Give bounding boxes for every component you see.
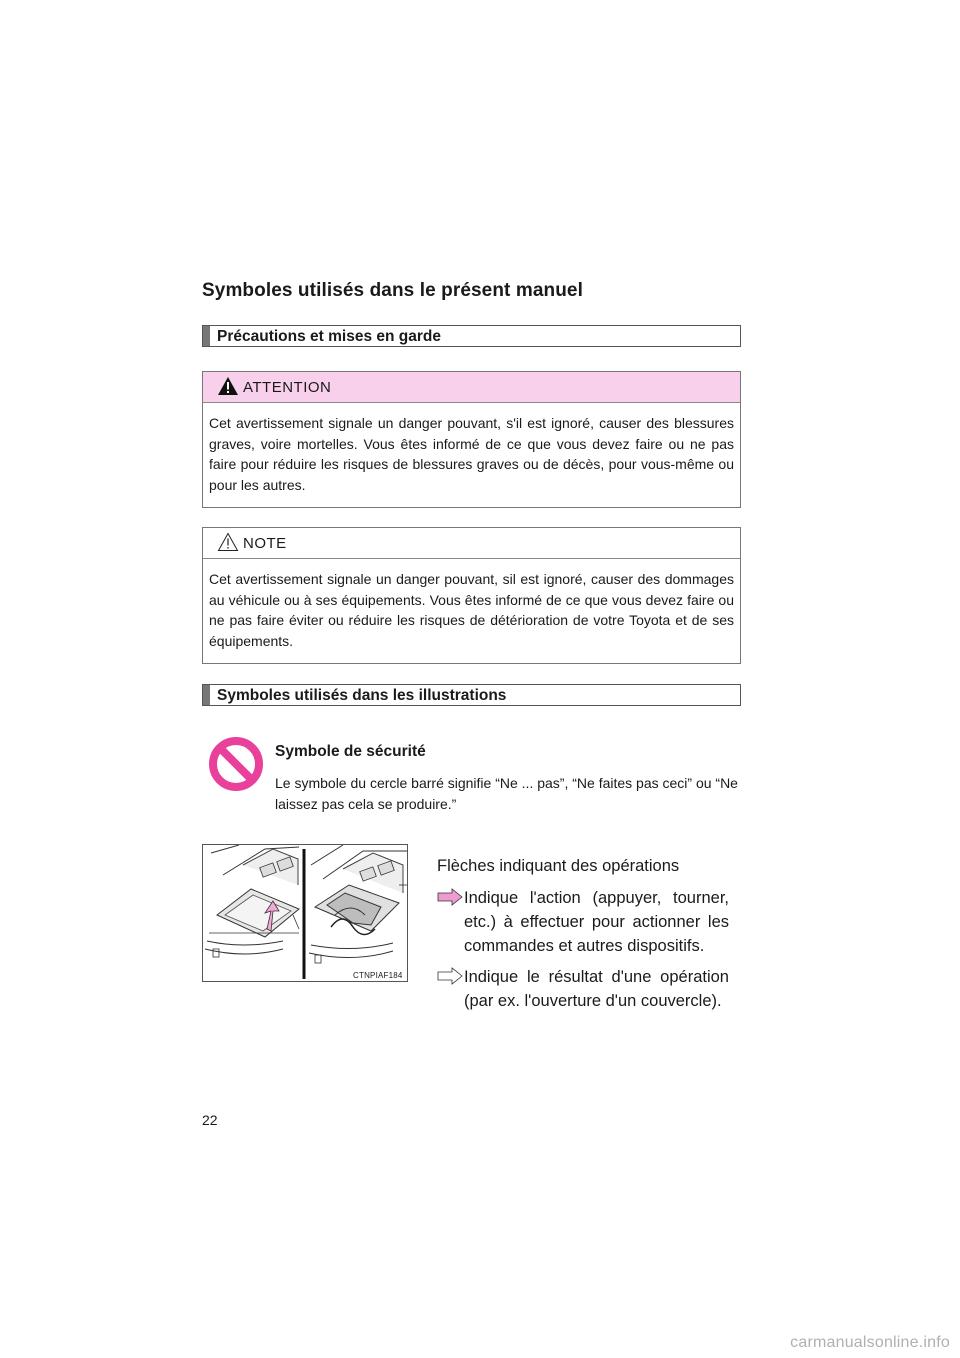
section-accent <box>203 326 210 346</box>
note-text: Cet avertissement signale un danger pouvant, sil est ignoré, causer des dommages au véhicule ou à ses équipements. Vous êtes informé de ce que vous devez faire ou ne pas faire éviter ou réduire les risques de détérioration de votre Toyota et de ses équipements. <box>209 571 734 649</box>
arrow-action-text: Indique l'action (appuyer, tourner, etc.) à effectuer pour actionner les commandes et autres dispositifs. <box>464 889 729 955</box>
arrow-item-action <box>437 886 729 958</box>
watermark: carmanualsonline.info <box>790 1334 950 1351</box>
safety-symbol-description: Le symbole du cercle barré signifie “Ne ... pas”, “Ne faites pas ceci” ou “Ne laissez pas cela se produire.” <box>275 775 738 812</box>
attention-header <box>203 372 740 403</box>
note-label: NOTE <box>243 535 287 552</box>
overhead-console-drawing <box>203 845 408 982</box>
section-header-precautions <box>202 325 741 347</box>
warning-triangle-outline-icon <box>217 532 239 552</box>
safety-symbol-title: Symbole de sécurité <box>275 743 426 760</box>
arrows-title: Flèches indiquant des opérations <box>437 857 680 875</box>
attention-label: ATTENTION <box>243 379 332 396</box>
prohibition-icon <box>208 736 264 792</box>
section-header-label: Symboles utilisés dans les illustrations <box>217 687 507 704</box>
illustration-code: CTNPIAF184 <box>353 971 403 980</box>
section-header-label: Précautions et mises en garde <box>217 328 441 345</box>
attention-box <box>202 371 741 508</box>
page-number: 22 <box>202 1112 218 1128</box>
note-box <box>202 527 741 664</box>
arrow-item-result <box>437 965 729 1013</box>
pink-arrow-icon <box>437 888 463 906</box>
outline-arrow-icon <box>437 967 463 985</box>
warning-triangle-filled-icon <box>217 376 239 396</box>
arrow-result-text: Indique le résultat d'une opération (par ex. l'ouverture d'un couvercle). <box>464 968 729 1010</box>
section-accent <box>203 685 210 705</box>
section-header-illustrations <box>202 684 741 706</box>
attention-text: Cet avertissement signale un danger pouvant, s'il est ignoré, causer des blessures graves, voire mortelles. Vous êtes informé de ce que vous devez faire ou ne pas faire pour réduire les risques de blessures graves ou de décès, pour vous-même ou pour les autres. <box>209 415 734 493</box>
illustration-overhead-console <box>202 844 408 982</box>
note-header <box>203 528 740 559</box>
page-title: Symboles utilisés dans le présent manuel <box>202 280 583 301</box>
